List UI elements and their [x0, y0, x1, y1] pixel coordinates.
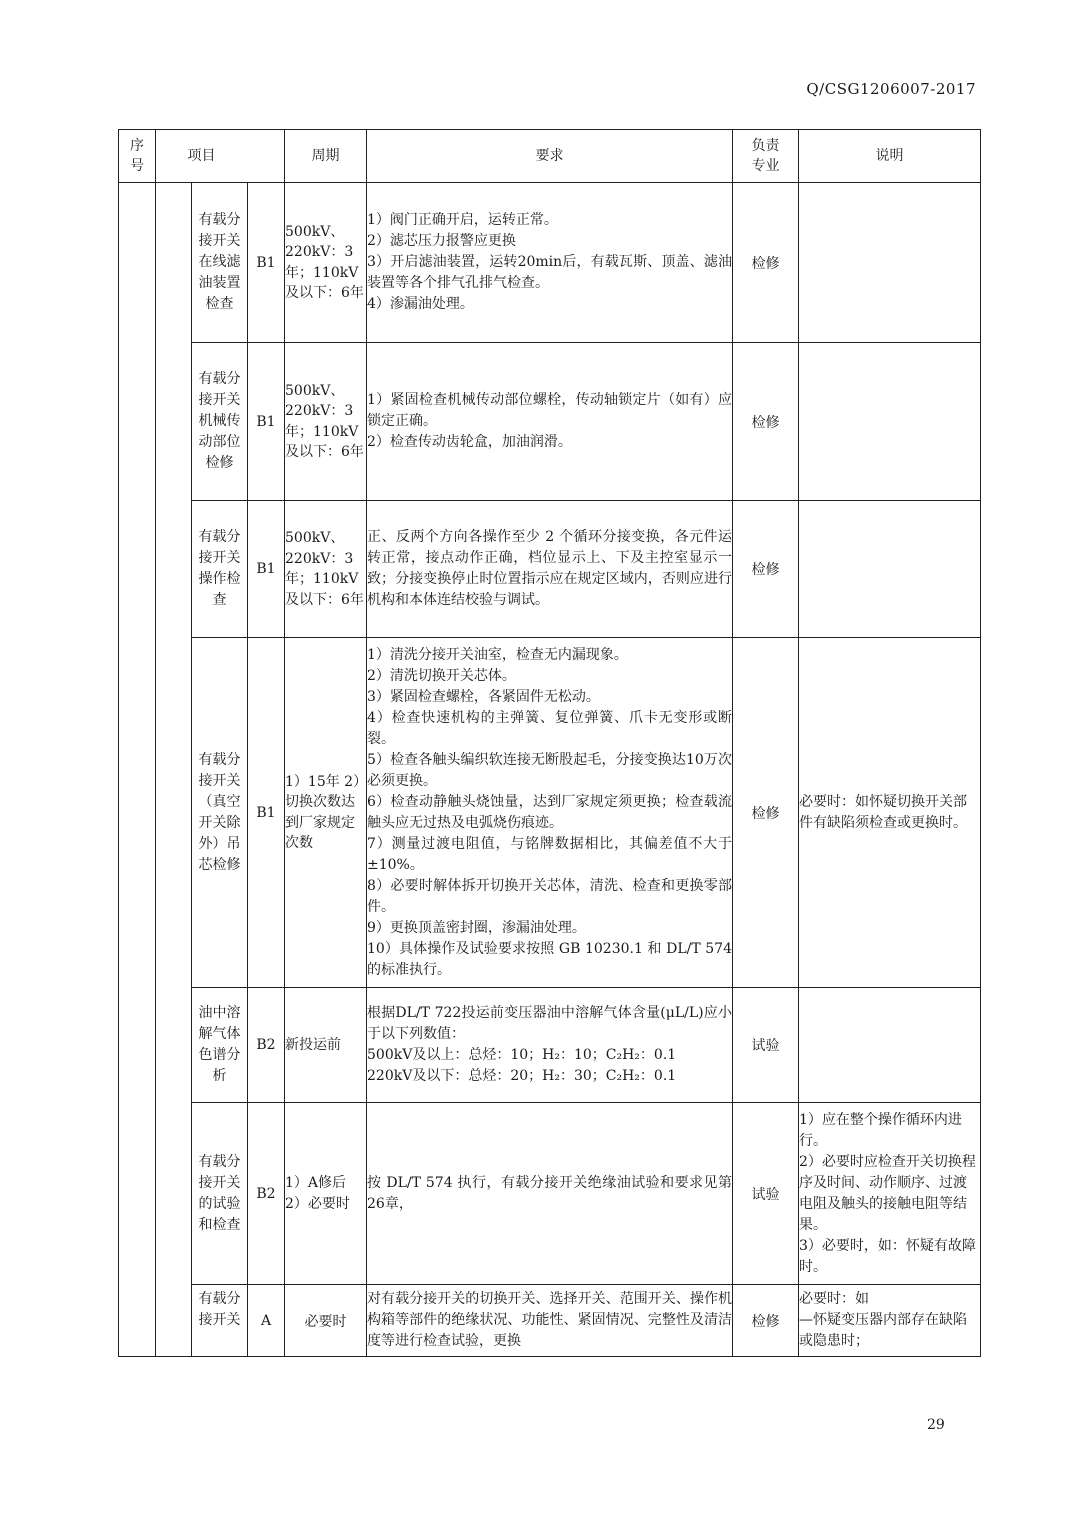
category-cell: B1 [248, 183, 285, 343]
period-cell: 新投运前 [285, 988, 367, 1103]
item-cell: 有载分接开关在线滤油装置检查 [192, 183, 248, 343]
table-row [119, 501, 981, 638]
department-cell: 试验 [733, 988, 799, 1103]
table-row [119, 343, 981, 501]
requirement-cell: 对有载分接开关的切换开关、选择开关、范围开关、操作机构箱等部件的绝缘状况、功能性、紧固情况、完整性及清洁度等进行检查试验，更换 [367, 1285, 733, 1357]
header-seq: 序号 [119, 130, 156, 183]
seq-cell [119, 183, 156, 1357]
department-cell: 检修 [733, 343, 799, 501]
department-cell: 检修 [733, 501, 799, 638]
category-cell: A [248, 1285, 285, 1357]
note-cell: 必要时：如 —怀疑变压器内部存在缺陷或隐患时； [799, 1285, 981, 1357]
table-row [119, 1103, 981, 1285]
requirement-cell: 1）清洗分接开关油室，检查无内漏现象。 2）清洗切换开关芯体。 3）紧固检查螺栓，各紧固件无松动。 4）检查快速机构的主弹簧、复位弹簧、爪卡无变形或断裂。 5）检查各触头编织软连接无断股起毛，分接变换达10万次必须更换。 6）检查动静触头烧蚀量，达到厂家规定须更换；检查载流触头应无过热及电弧烧伤痕迹。 7）测量过渡电阻值，与铭牌数据相比，其偏差值不大于±10%。 8）必要时解体拆开切换开关芯体，清洗、检查和更换零部件。 9）更换顶盖密封圈，渗漏油处理。 10）具体操作及试验要求按照 GB 10230.1 和 DL/T 574的标准执行。 [367, 638, 733, 988]
group-cell [156, 183, 192, 1357]
note-cell: 1）应在整个操作循环内进行。 2）必要时应检查开关切换程序及时间、动作顺序、过渡电阻及触头的接触电阻等结果。 3）必要时，如：怀疑有故障时。 [799, 1103, 981, 1285]
requirement-cell: 1）阀门正确开启，运转正常。 2）滤芯压力报警应更换 3）开启滤油装置，运转20min后，有载瓦斯、顶盖、滤油装置等各个排气孔排气检查。 4）渗漏油处理。 [367, 183, 733, 343]
department-cell: 检修 [733, 638, 799, 988]
table-row [119, 1285, 981, 1357]
department-cell: 检修 [733, 1285, 799, 1357]
note-cell [799, 343, 981, 501]
period-cell: 必要时 [285, 1285, 367, 1357]
header-item: 项目 [156, 130, 285, 183]
period-cell: 1）15年 2）切换次数达到厂家规定次数 [285, 638, 367, 988]
requirement-cell: 正、反两个方向各操作至少 2 个循环分接变换，各元件运转正常，接点动作正确，档位显示上、下及主控室显示一致；分接变换停止时位置指示应在规定区域内，否则应进行机构和本体连结校验与调试。 [367, 501, 733, 638]
category-cell: B1 [248, 501, 285, 638]
table-row [119, 183, 981, 343]
period-cell: 500kV、220kV：3年；110kV及以下：6年 [285, 501, 367, 638]
item-cell: 有载分接开关机械传动部位检修 [192, 343, 248, 501]
category-cell: B2 [248, 1103, 285, 1285]
department-cell: 试验 [733, 1103, 799, 1285]
maintenance-table [118, 129, 981, 1357]
header-period: 周期 [285, 130, 367, 183]
category-cell: B1 [248, 638, 285, 988]
requirement-cell: 1）紧固检查机械传动部位螺栓，传动轴锁定片（如有）应锁定正确。 2）检查传动齿轮盒，加油润滑。 [367, 343, 733, 501]
period-cell: 1）A修后 2）必要时 [285, 1103, 367, 1285]
header-department: 负责专业 [733, 130, 799, 183]
requirement-cell: 根据DL/T 722投运前变压器油中溶解气体含量(μL/L)应小于以下列数值： 500kV及以上：总烃：10；H₂：10；C₂H₂：0.1 220kV及以下：总烃：20；H₂：30；C₂H₂：0.1 [367, 988, 733, 1103]
item-cell: 有载分接开关的试验和检查 [192, 1103, 248, 1285]
page-number: 29 [927, 1417, 945, 1433]
department-cell: 检修 [733, 183, 799, 343]
header-requirement: 要求 [367, 130, 733, 183]
item-cell: 有载分接开关操作检查 [192, 501, 248, 638]
header-note: 说明 [799, 130, 981, 183]
period-cell: 500kV、220kV：3年；110kV及以下：6年 [285, 183, 367, 343]
table-header-row [119, 130, 981, 183]
category-cell: B1 [248, 343, 285, 501]
table-row [119, 638, 981, 988]
note-cell: 必要时：如怀疑切换开关部件有缺陷须检查或更换时。 [799, 638, 981, 988]
item-cell: 油中溶解气体色谱分析 [192, 988, 248, 1103]
note-cell [799, 988, 981, 1103]
category-cell: B2 [248, 988, 285, 1103]
requirement-cell: 按 DL/T 574 执行，有载分接开关绝缘油试验和要求见第26章， [367, 1103, 733, 1285]
document-id: Q/CSG1206007-2017 [806, 80, 976, 98]
note-cell [799, 183, 981, 343]
item-cell: 有载分接开关（真空开关除外）吊芯检修 [192, 638, 248, 988]
note-cell [799, 501, 981, 638]
period-cell: 500kV、220kV：3年；110kV及以下：6年 [285, 343, 367, 501]
table-row [119, 988, 981, 1103]
item-cell: 有载分接开关 [192, 1285, 248, 1357]
